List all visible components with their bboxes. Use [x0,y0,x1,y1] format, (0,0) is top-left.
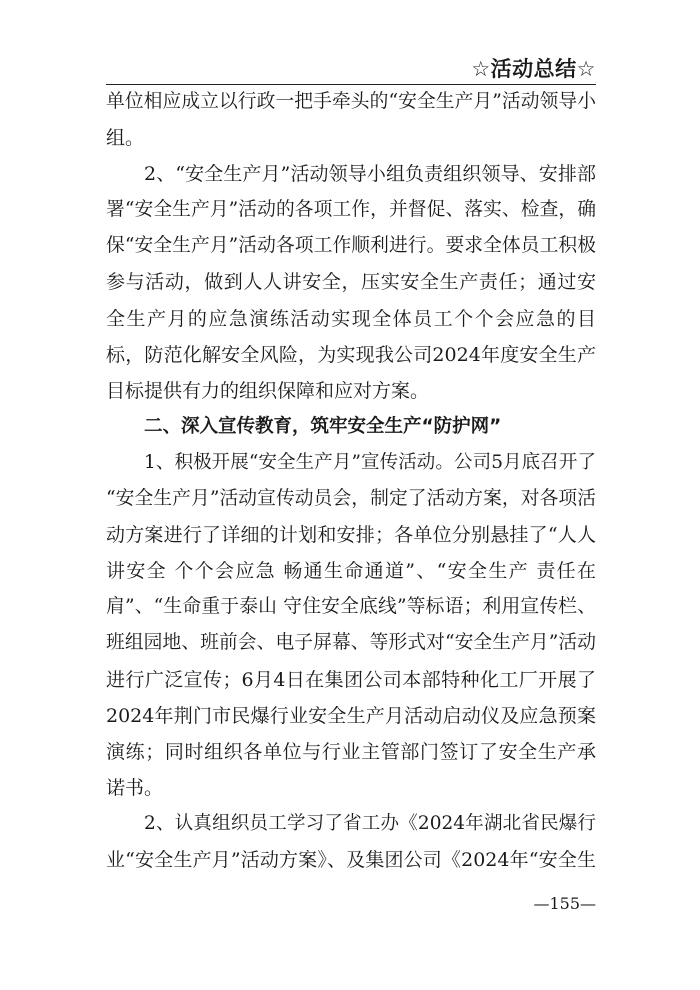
body-line: 单位相应成立以行政一把手牵头的“安全生产月”活动领导小 [106,91,596,112]
body-line: 演练；同时组织各单位与行业主管部门签订了安全生产承 [106,740,596,763]
paragraph-start: 2、“安全生产月”活动领导小组负责组织领导、安排部 [144,163,596,186]
body-line: 业“安全生产月”活动方案》、及集团公司《2024年“安全生 [106,848,596,871]
page-number: —155— [533,894,596,913]
body-line: 全生产月的应急演练活动实现全体员工个个会应急的目 [106,307,596,330]
body-line: 2024年荆门市民爆行业安全生产月活动启动仪及应急预案 [106,704,596,727]
body-line: 组。 [106,127,145,150]
body-line: 标，防范化解安全风险，为实现我公司2024年度安全生产 [106,343,596,366]
body-line: 保“安全生产月”活动各项工作顺利进行。要求全体员工积极 [106,235,596,257]
body-line: 诺书。 [106,776,164,799]
body-line: 讲安全 个个会应急 畅通生命通道”、“安全生产 责任在 [106,560,596,583]
paragraph-start: 2、认真组织员工学习了省工办《2024年湖北省民爆行 [144,812,596,834]
page-header [106,56,596,85]
body-line: 参与活动，做到人人讲安全，压实安全生产责任；通过安 [106,271,596,294]
body-line: 动方案进行了详细的计划和安排；各单位分别悬挂了“人人 [106,524,596,547]
document-body [106,84,596,878]
body-line: 班组园地、班前会、电子屏幕、等形式对“安全生产月”活动 [106,632,596,654]
body-line: 目标提供有力的组织保障和应对方案。 [106,379,430,402]
body-line: “安全生产月”活动宣传动员会，制定了活动方案，对各项活 [106,488,596,510]
header-title: ☆活动总结☆ [471,57,596,81]
body-line: 进行广泛宣传；6月4日在集团公司本部特种化工厂开展了 [106,668,596,691]
body-line: 署“安全生产月”活动的各项工作，并督促、落实、检查，确 [106,199,596,221]
body-line: 肩”、“生命重于泰山 守住安全底线”等标语；利用宣传栏、 [106,596,596,618]
paragraph-start: 1、积极开展“安全生产月”宣传活动。公司5月底召开了 [144,451,596,473]
section-heading: 二、深入宣传教育，筑牢安全生产“防护网” [144,415,502,437]
